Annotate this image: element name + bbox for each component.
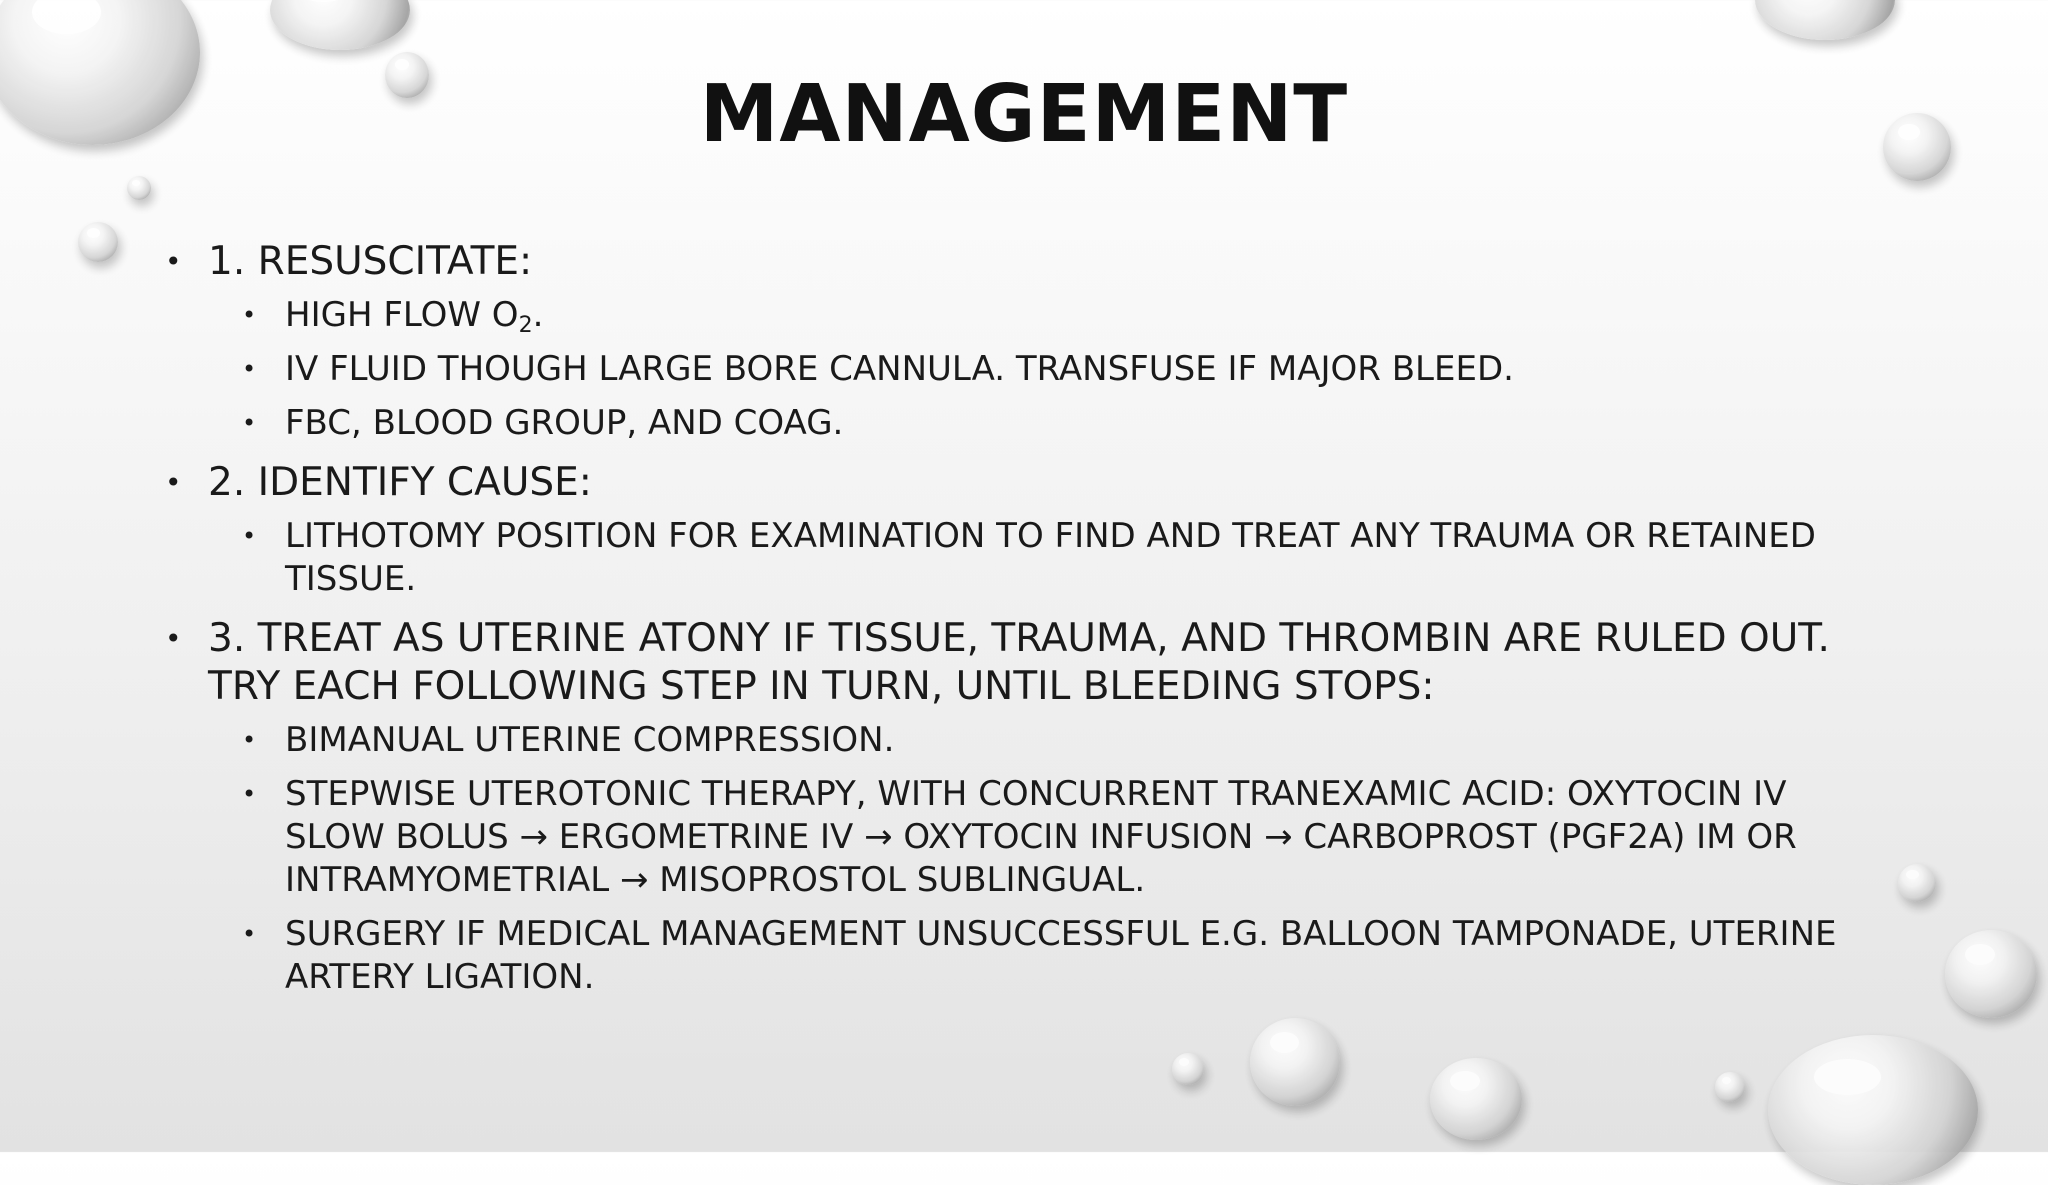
section-heading: 2. IDENTIFY CAUSE:	[208, 460, 592, 505]
bullet-icon: •	[242, 355, 257, 383]
list-item	[165, 238, 1865, 286]
water-droplet-decoration	[1172, 1053, 1204, 1085]
item-text: FBC, BLOOD GROUP, AND COAG.	[285, 403, 844, 443]
bullet-icon: •	[165, 245, 182, 278]
bullet-icon: •	[242, 920, 257, 948]
bullet-icon: •	[242, 301, 257, 329]
list-item	[242, 294, 1865, 337]
bullet-list	[165, 238, 1865, 999]
list-item	[242, 913, 1865, 999]
water-droplet-decoration	[78, 222, 118, 262]
bullet-icon: •	[165, 622, 182, 655]
sub-list	[242, 294, 1865, 445]
list-item	[165, 459, 1865, 507]
bullet-icon: •	[242, 780, 257, 808]
list-item	[242, 402, 1865, 445]
item-text: IV FLUID THOUGH LARGE BORE CANNULA. TRANSFUSE IF MAJOR BLEED.	[285, 349, 1514, 389]
item-text: LITHOTOMY POSITION FOR EXAMINATION TO FIND AND TREAT ANY TRAUMA OR RETAINED TISSUE.	[285, 516, 1816, 599]
bullet-icon: •	[242, 726, 257, 754]
water-droplet-decoration	[1430, 1058, 1522, 1140]
slide-content	[165, 238, 1865, 1013]
water-droplet-decoration	[1250, 1018, 1340, 1106]
bullet-icon: •	[242, 522, 257, 550]
water-droplet-decoration	[127, 176, 151, 200]
bullet-icon: •	[165, 466, 182, 499]
sub-list	[242, 719, 1865, 999]
item-text: STEPWISE UTEROTONIC THERAPY, WITH CONCURRENT TRANEXAMIC ACID: OXYTOCIN IV SLOW BOLUS → ERGOMETRINE IV → OXYTOCIN INFUSION → CARBOPROST (PGF2A) IM OR INTRAMYOMETRIAL → MISOPROSTOL SUBLINGUAL.	[285, 774, 1797, 900]
water-droplet-decoration	[1715, 1072, 1745, 1102]
list-item	[165, 615, 1865, 711]
item-text: BIMANUAL UTERINE COMPRESSION.	[285, 720, 895, 760]
list-item	[242, 348, 1865, 391]
item-text: SURGERY IF MEDICAL MANAGEMENT UNSUCCESSFUL E.G. BALLOON TAMPONADE, UTERINE ARTERY LIGATION.	[285, 914, 1837, 997]
water-droplet-decoration	[1945, 930, 2037, 1018]
water-droplet-decoration	[1755, 0, 1895, 40]
sub-list	[242, 515, 1865, 601]
water-droplet-decoration	[1898, 864, 1936, 902]
section-heading: 1. RESUSCITATE:	[208, 239, 533, 284]
subscript: 2	[518, 313, 533, 338]
water-droplet-decoration	[270, 0, 410, 50]
list-item	[242, 515, 1865, 601]
water-droplet-decoration	[1768, 1035, 1978, 1185]
list-item	[242, 719, 1865, 762]
item-suffix: .	[532, 295, 544, 335]
list-item	[242, 773, 1865, 902]
item-text: HIGH FLOW O	[285, 295, 519, 335]
slide-title: MANAGEMENT	[699, 68, 1349, 160]
bullet-icon: •	[242, 409, 257, 437]
section-heading: 3. TREAT AS UTERINE ATONY IF TISSUE, TRAUMA, AND THROMBIN ARE RULED OUT. TRY EACH FOLLOWING STEP IN TURN, UNTIL BLEEDING STOPS:	[208, 616, 1830, 709]
